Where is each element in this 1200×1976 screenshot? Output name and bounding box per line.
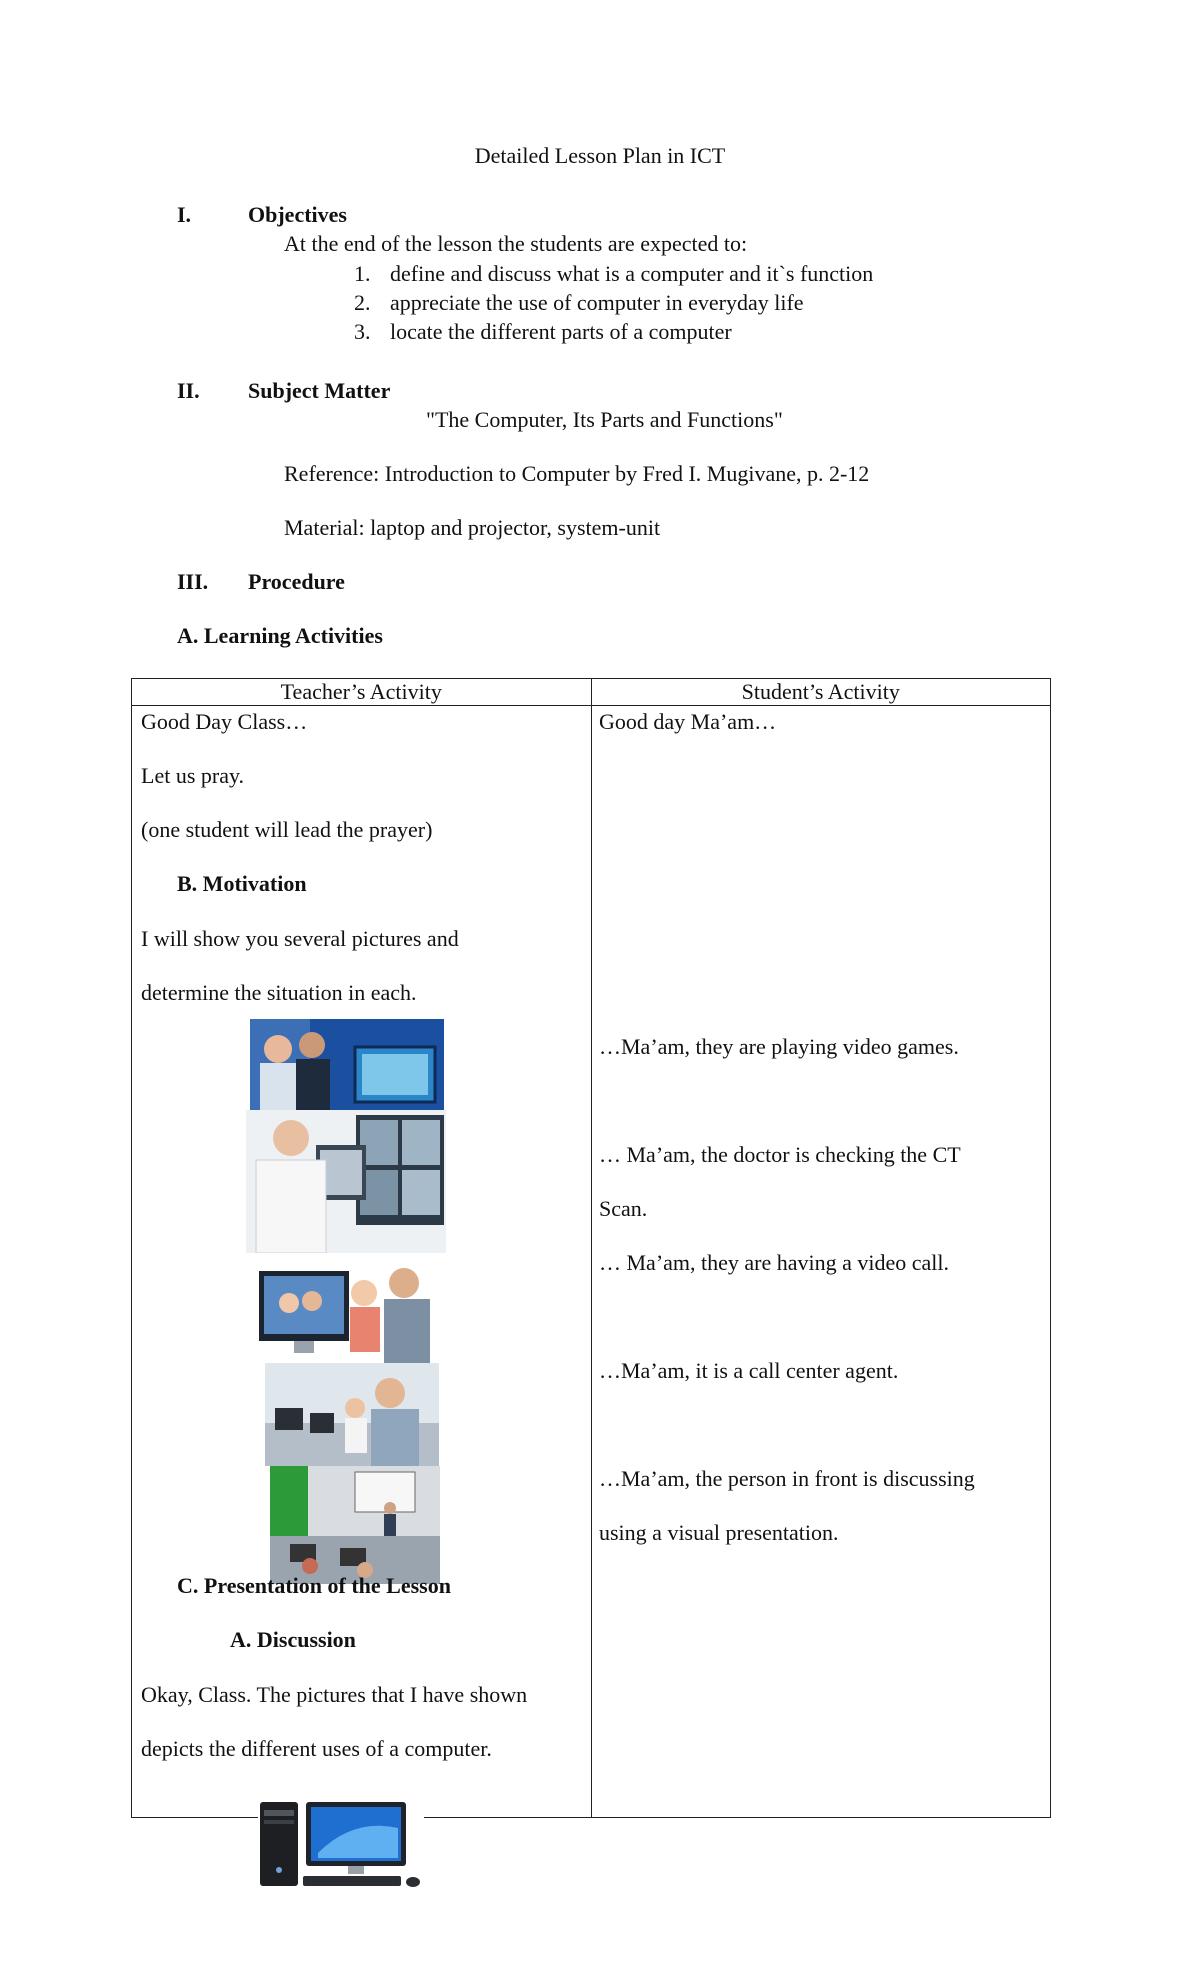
discussion-line-2: depicts the different uses of a computer. [141,1736,492,1761]
motivation-line-1: I will show you several pictures and [141,926,459,951]
section-numeral-objectives: I. [177,202,192,227]
subject-reference: Reference: Introduction to Computer by Fred I. Mugivane, p. 2-12 [284,461,870,486]
objective-number-1: 1. [354,261,371,286]
teacher-pray: Let us pray. [141,763,245,788]
discussion-heading: A. Discussion [230,1627,356,1652]
student-answer-5-line-2: using a visual presentation. [599,1520,839,1545]
teacher-prayer-note: (one student will lead the prayer) [141,817,433,842]
student-answer-3: … Ma’am, they are having a video call. [599,1250,950,1275]
objectives-intro: At the end of the lesson the students are expected to: [284,231,748,256]
video-games-photo [250,1019,444,1110]
learning-activities-heading: A. Learning Activities [177,623,383,648]
subject-material: Material: laptop and projector, system-unit [284,515,661,540]
student-answer-4: …Ma’am, it is a call center agent. [599,1358,899,1383]
student-greeting: Good day Ma’am… [599,709,777,734]
objectives-heading: Objectives [248,202,347,227]
classroom-presentation-photo [270,1466,440,1584]
document-title: Detailed Lesson Plan in ICT [474,143,726,168]
video-call-photo [254,1253,450,1363]
teacher-activity-header: Teacher’s Activity [132,679,592,706]
section-numeral-subject-matter: II. [177,378,200,403]
motivation-line-2: determine the situation in each. [141,980,417,1005]
teacher-greeting: Good Day Class… [141,709,308,734]
discussion-line-1: Okay, Class. The pictures that I have shown [141,1682,528,1707]
objective-item-2: appreciate the use of computer in everyday life [390,290,804,315]
objective-number-2: 2. [354,290,371,315]
desktop-computer-photo [258,1798,424,1892]
student-answer-1: …Ma’am, they are playing video games. [599,1034,959,1059]
objective-item-1: define and discuss what is a computer and it`s function [390,261,874,286]
objective-number-3: 3. [354,319,371,344]
student-activity-header: Student’s Activity [591,679,1051,706]
student-answer-2-line-2: Scan. [599,1196,648,1221]
call-center-photo [265,1363,439,1466]
motivation-heading: B. Motivation [177,871,307,896]
doctor-ct-scan-photo [246,1110,446,1253]
procedure-heading: Procedure [248,569,345,594]
section-numeral-procedure: III. [177,569,209,594]
subject-matter-heading: Subject Matter [248,378,391,403]
student-answer-2-line-1: … Ma’am, the doctor is checking the CT [599,1142,961,1167]
presentation-heading: C. Presentation of the Lesson [177,1573,451,1598]
student-answer-5-line-1: …Ma’am, the person in front is discussing [599,1466,975,1491]
objective-item-3: locate the different parts of a computer [390,319,732,344]
subject-topic: "The Computer, Its Parts and Functions" [426,407,783,432]
